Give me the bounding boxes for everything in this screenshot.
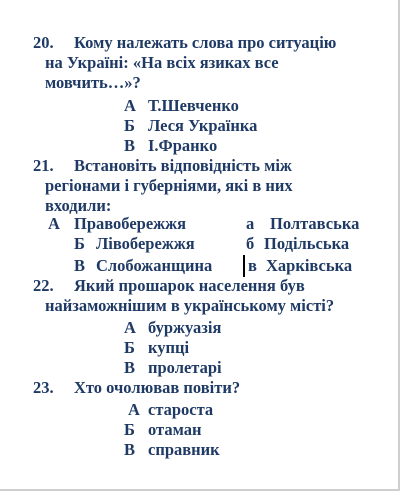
question-text: Хто очолював повіти? <box>74 378 241 397</box>
option-letter: Б <box>124 338 135 357</box>
match-right-text: Подільська <box>264 234 350 253</box>
option-text: І.Франко <box>148 136 218 155</box>
option-text: Т.Шевченко <box>148 96 239 115</box>
question-text: входили: <box>45 196 112 215</box>
option-letter: А <box>124 96 136 115</box>
option-letter: Б <box>124 116 135 135</box>
question-text: регіонами і губерніями, які в них <box>45 176 293 195</box>
option-text: буржуазія <box>148 318 222 337</box>
question-text: мовчить…»? <box>45 73 141 92</box>
question-text: Кому належать слова про ситуацію <box>74 33 337 52</box>
option-text: справник <box>148 440 220 459</box>
question-text: найзаможнішим в українському місті? <box>45 296 335 315</box>
question-text: на Україні: «На всіх язиках все <box>45 53 279 72</box>
match-right-text: Харківська <box>266 256 353 275</box>
match-left-text: Лівобережжя <box>96 234 195 253</box>
match-right-letter: в <box>248 256 257 275</box>
option-text: Леся Українка <box>148 116 258 135</box>
option-letter: В <box>124 440 136 459</box>
match-left-letter: А <box>48 214 60 233</box>
question-text: Встановіть відповідність між <box>74 156 292 175</box>
question-text: Який прошарок населення був <box>74 276 305 295</box>
option-letter: А <box>124 318 136 337</box>
question-number: 23. <box>33 378 54 397</box>
option-text: отаман <box>148 420 202 439</box>
option-letter: А <box>128 400 140 419</box>
option-letter: В <box>124 358 136 377</box>
option-text: староста <box>148 400 214 419</box>
text-cursor <box>243 255 245 277</box>
match-right-text: Полтавська <box>270 214 360 233</box>
option-letter: В <box>124 136 136 155</box>
match-left-letter: Б <box>74 234 85 253</box>
match-right-letter: а <box>246 214 255 233</box>
option-text: пролетарі <box>148 358 222 377</box>
question-number: 20. <box>33 33 54 52</box>
match-left-text: Правобережжя <box>74 214 187 233</box>
match-left-letter: В <box>74 256 86 275</box>
question-number: 22. <box>33 276 54 295</box>
option-letter: Б <box>124 420 135 439</box>
question-number: 21. <box>33 156 54 175</box>
match-left-text: Слобожанщина <box>96 256 213 275</box>
option-text: купці <box>148 338 190 357</box>
match-right-letter: б <box>246 234 255 253</box>
